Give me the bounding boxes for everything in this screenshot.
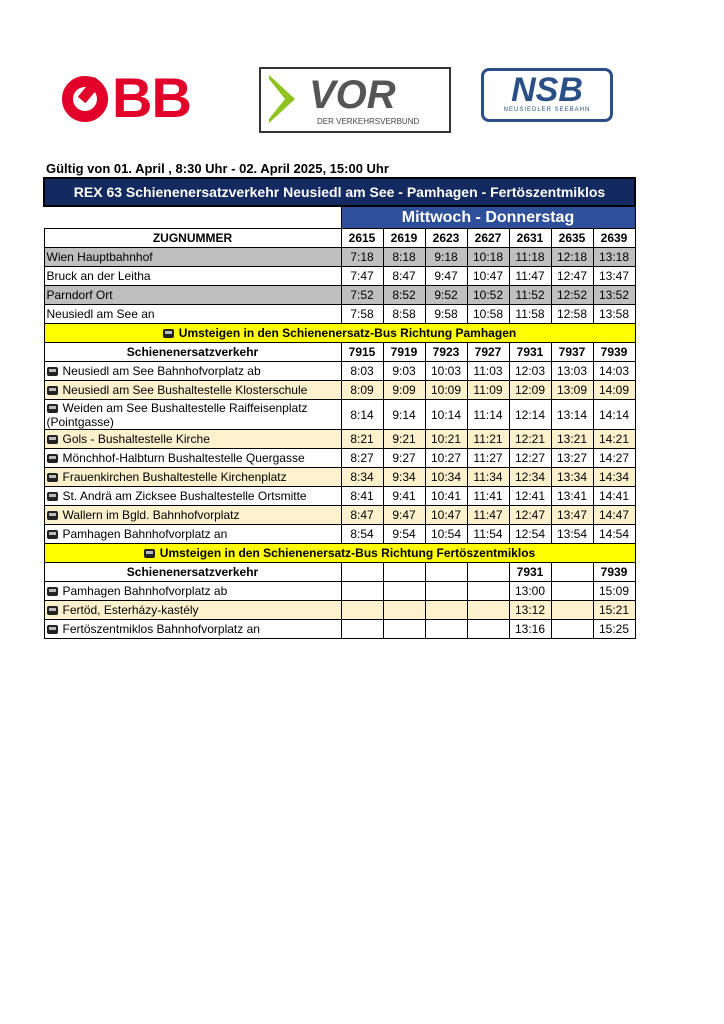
- departure-time: [425, 582, 467, 601]
- departure-time: 10:41: [425, 487, 467, 506]
- train-number: 7915: [341, 343, 383, 362]
- departure-time: 13:00: [509, 582, 551, 601]
- departure-time: 11:14: [467, 400, 509, 430]
- departure-time: 11:52: [509, 286, 551, 305]
- train-number: 7939: [593, 563, 635, 582]
- departure-time: [551, 582, 593, 601]
- table-row: [44, 620, 635, 639]
- stop-name: [44, 487, 341, 506]
- header-label: ZUGNUMMER: [44, 229, 341, 248]
- train-number: 7927: [467, 343, 509, 362]
- departure-time: 10:34: [425, 468, 467, 487]
- departure-time: 12:21: [509, 430, 551, 449]
- train-number: 7923: [425, 343, 467, 362]
- departure-time: 8:14: [341, 400, 383, 430]
- nsb-logo-subtitle: NEUSIEDLER SEEBAHN: [503, 107, 591, 113]
- stop-name: [44, 286, 341, 305]
- stop-label: Neusiedl am See Bushaltestelle Klosterschule: [62, 383, 308, 397]
- departure-time: 7:58: [341, 305, 383, 324]
- stop-name: [44, 267, 341, 286]
- departure-time: 8:58: [383, 305, 425, 324]
- departure-time: 14:03: [593, 362, 635, 381]
- departure-time: 13:16: [509, 620, 551, 639]
- departure-time: 11:27: [467, 449, 509, 468]
- departure-time: 7:18: [341, 248, 383, 267]
- train-number: 7919: [383, 343, 425, 362]
- table-row: [44, 487, 635, 506]
- departure-time: 13:09: [551, 381, 593, 400]
- departure-time: 9:27: [383, 449, 425, 468]
- departure-time: 13:18: [593, 248, 635, 267]
- train-number: 7937: [551, 343, 593, 362]
- bus-icon: [47, 587, 58, 596]
- departure-time: 11:09: [467, 381, 509, 400]
- obb-logo: BB: [62, 72, 224, 124]
- stop-label: Pamhagen Bahnhofvorplatz an: [62, 527, 228, 541]
- table-row: [44, 362, 635, 381]
- departure-time: 14:34: [593, 468, 635, 487]
- table-row: [44, 248, 635, 267]
- departure-time: 12:47: [551, 267, 593, 286]
- departure-time: 10:18: [467, 248, 509, 267]
- departure-time: 12:27: [509, 449, 551, 468]
- departure-time: 10:03: [425, 362, 467, 381]
- stop-name: [44, 381, 341, 400]
- vor-logo: [259, 67, 451, 133]
- train-number: 2635: [551, 229, 593, 248]
- departure-time: 13:47: [551, 506, 593, 525]
- table-row: [44, 430, 635, 449]
- transfer-row: [44, 324, 635, 343]
- departure-time: 13:58: [593, 305, 635, 324]
- departure-time: 12:58: [551, 305, 593, 324]
- bus-icon: [47, 435, 58, 444]
- nsb-logo: [481, 68, 613, 122]
- departure-time: 14:54: [593, 525, 635, 544]
- stop-name: [44, 525, 341, 544]
- bus-icon: [47, 625, 58, 634]
- bus-icon: [47, 492, 58, 501]
- departure-time: 11:58: [509, 305, 551, 324]
- train-number: 2615: [341, 229, 383, 248]
- train-number: 2619: [383, 229, 425, 248]
- departure-time: 13:34: [551, 468, 593, 487]
- departure-time: 12:18: [551, 248, 593, 267]
- departure-time: [341, 620, 383, 639]
- departure-time: [467, 601, 509, 620]
- stop-label: St. Andrä am Zicksee Bushaltestelle Ortsmitte: [62, 489, 307, 503]
- departure-time: 13:47: [593, 267, 635, 286]
- departure-time: 8:47: [383, 267, 425, 286]
- train-number: 2623: [425, 229, 467, 248]
- train-number: 2627: [467, 229, 509, 248]
- departure-time: 11:21: [467, 430, 509, 449]
- departure-time: [467, 582, 509, 601]
- stop-label: Gols - Bushaltestelle Kirche: [62, 432, 210, 446]
- stop-label: Fertöd, Esterházy-kastély: [62, 603, 199, 617]
- train-number: 2639: [593, 229, 635, 248]
- transfer-text: Umsteigen in den Schienenersatz-Bus Richtung Pamhagen: [178, 326, 517, 340]
- table-row: [44, 305, 635, 324]
- departure-time: 15:09: [593, 582, 635, 601]
- departure-time: 13:54: [551, 525, 593, 544]
- header-row: [44, 563, 635, 582]
- train-number: [383, 563, 425, 582]
- departure-time: [383, 601, 425, 620]
- departure-time: 13:27: [551, 449, 593, 468]
- bus-icon: [47, 606, 58, 615]
- departure-time: 11:34: [467, 468, 509, 487]
- departure-time: 15:25: [593, 620, 635, 639]
- departure-time: 13:21: [551, 430, 593, 449]
- departure-time: 8:41: [341, 487, 383, 506]
- departure-time: 10:47: [467, 267, 509, 286]
- stop-label: Bruck an der Leitha: [46, 269, 151, 283]
- table-row: [44, 468, 635, 487]
- stop-name: [44, 400, 341, 430]
- departure-time: 11:47: [467, 506, 509, 525]
- day-header-row: [44, 206, 635, 229]
- stop-label: Wallern im Bgld. Bahnhofvorplatz: [62, 508, 240, 522]
- table-row: [44, 400, 635, 430]
- stop-label: Weiden am See Bushaltestelle Raiffeisenplatz (Pointgasse): [46, 400, 308, 429]
- departure-time: 8:21: [341, 430, 383, 449]
- train-number: [467, 563, 509, 582]
- stop-name: [44, 362, 341, 381]
- stop-label: Neusiedl am See Bahnhofvorplatz ab: [62, 364, 261, 378]
- departure-time: 11:41: [467, 487, 509, 506]
- departure-time: [425, 620, 467, 639]
- departure-time: 12:52: [551, 286, 593, 305]
- departure-time: 12:47: [509, 506, 551, 525]
- departure-time: 14:21: [593, 430, 635, 449]
- stop-label: Pamhagen Bahnhofvorplatz ab: [62, 584, 228, 598]
- transfer-cell: [44, 324, 635, 343]
- validity-text: Gültig von 01. April , 8:30 Uhr - 02. April 2025, 15:00 Uhr: [46, 161, 389, 176]
- vor-logo-text: VOR: [309, 73, 396, 117]
- departure-time: 9:47: [425, 267, 467, 286]
- departure-time: 14:47: [593, 506, 635, 525]
- stop-label: Parndorf Ort: [46, 288, 113, 302]
- departure-time: 9:47: [383, 506, 425, 525]
- departure-time: 14:27: [593, 449, 635, 468]
- nsb-logo-text: NSB: [511, 71, 583, 109]
- stop-label: Frauenkirchen Bushaltestelle Kirchenplatz: [62, 470, 287, 484]
- bus-icon: [144, 549, 155, 558]
- departure-time: 10:54: [425, 525, 467, 544]
- train-number: 7939: [593, 343, 635, 362]
- departure-time: [341, 582, 383, 601]
- departure-time: 10:52: [467, 286, 509, 305]
- bus-icon: [47, 404, 58, 413]
- transfer-text: Umsteigen in den Schienenersatz-Bus Richtung Fertöszentmiklos: [159, 546, 536, 560]
- departure-time: 9:34: [383, 468, 425, 487]
- departure-time: 8:18: [383, 248, 425, 267]
- header-label: Schienenersatzverkehr: [44, 563, 341, 582]
- train-number: 7931: [509, 343, 551, 362]
- train-number: [551, 563, 593, 582]
- bus-icon: [47, 454, 58, 463]
- stop-name: [44, 582, 341, 601]
- departure-time: 13:52: [593, 286, 635, 305]
- departure-time: 13:41: [551, 487, 593, 506]
- departure-time: [341, 601, 383, 620]
- departure-time: [467, 620, 509, 639]
- train-number: [425, 563, 467, 582]
- transfer-cell: [44, 544, 635, 563]
- departure-time: 9:09: [383, 381, 425, 400]
- day-header: Mittwoch - Donnerstag: [341, 206, 635, 229]
- departure-time: [551, 620, 593, 639]
- departure-time: 13:12: [509, 601, 551, 620]
- departure-time: 9:54: [383, 525, 425, 544]
- bus-icon: [163, 329, 174, 338]
- departure-time: 9:18: [425, 248, 467, 267]
- departure-time: 10:21: [425, 430, 467, 449]
- transfer-row: [44, 544, 635, 563]
- departure-time: 10:58: [467, 305, 509, 324]
- stop-label: Fertöszentmiklos Bahnhofvorplatz an: [62, 622, 260, 636]
- departure-time: 12:34: [509, 468, 551, 487]
- table-row: [44, 601, 635, 620]
- header-row: [44, 229, 635, 248]
- departure-time: 7:47: [341, 267, 383, 286]
- departure-time: 12:41: [509, 487, 551, 506]
- stop-label: Wien Hauptbahnhof: [46, 250, 153, 264]
- timetable: [43, 177, 636, 639]
- departure-time: [383, 582, 425, 601]
- vor-logo-subtitle: DER VERKEHRSVERBUND: [317, 117, 420, 126]
- table-row: [44, 506, 635, 525]
- departure-time: 9:41: [383, 487, 425, 506]
- timetable-title: REX 63 Schienenersatzverkehr Neusiedl am See - Pamhagen - Fertöszentmiklos: [44, 178, 635, 206]
- departure-time: 8:47: [341, 506, 383, 525]
- departure-time: 10:14: [425, 400, 467, 430]
- train-number: 2631: [509, 229, 551, 248]
- departure-time: 9:21: [383, 430, 425, 449]
- stop-name: [44, 506, 341, 525]
- header-row: [44, 343, 635, 362]
- departure-time: 15:21: [593, 601, 635, 620]
- table-row: [44, 267, 635, 286]
- stop-name: [44, 449, 341, 468]
- departure-time: 9:14: [383, 400, 425, 430]
- departure-time: 12:03: [509, 362, 551, 381]
- departure-time: [425, 601, 467, 620]
- departure-time: 9:58: [425, 305, 467, 324]
- bus-icon: [47, 511, 58, 520]
- departure-time: 10:47: [425, 506, 467, 525]
- departure-time: 8:52: [383, 286, 425, 305]
- departure-time: 14:09: [593, 381, 635, 400]
- departure-time: 8:09: [341, 381, 383, 400]
- departure-time: [383, 620, 425, 639]
- table-row: [44, 381, 635, 400]
- stop-name: [44, 468, 341, 487]
- stop-name: [44, 601, 341, 620]
- departure-time: 11:47: [509, 267, 551, 286]
- departure-time: 12:09: [509, 381, 551, 400]
- departure-time: 7:52: [341, 286, 383, 305]
- departure-time: 14:41: [593, 487, 635, 506]
- departure-time: 13:03: [551, 362, 593, 381]
- departure-time: 11:18: [509, 248, 551, 267]
- stop-name: [44, 248, 341, 267]
- departure-time: 14:14: [593, 400, 635, 430]
- stop-name: [44, 430, 341, 449]
- departure-time: 10:09: [425, 381, 467, 400]
- table-row: [44, 449, 635, 468]
- departure-time: 8:03: [341, 362, 383, 381]
- stop-label: Mönchhof-Halbturn Bushaltestelle Quergasse: [62, 451, 305, 465]
- departure-time: 12:14: [509, 400, 551, 430]
- table-row: [44, 525, 635, 544]
- table-row: [44, 286, 635, 305]
- table-row: [44, 582, 635, 601]
- bus-icon: [47, 367, 58, 376]
- stop-name: [44, 620, 341, 639]
- timetable-title-row: [44, 178, 635, 206]
- stop-label: Neusiedl am See an: [46, 307, 155, 321]
- bus-icon: [47, 473, 58, 482]
- blank-cell: [44, 206, 341, 229]
- bus-icon: [47, 386, 58, 395]
- departure-time: 11:54: [467, 525, 509, 544]
- stop-name: [44, 305, 341, 324]
- train-number: 7931: [509, 563, 551, 582]
- departure-time: [551, 601, 593, 620]
- departure-time: 9:52: [425, 286, 467, 305]
- departure-time: 8:27: [341, 449, 383, 468]
- train-number: [341, 563, 383, 582]
- header-label: Schienenersatzverkehr: [44, 343, 341, 362]
- departure-time: 8:34: [341, 468, 383, 487]
- departure-time: 11:03: [467, 362, 509, 381]
- departure-time: 12:54: [509, 525, 551, 544]
- departure-time: 9:03: [383, 362, 425, 381]
- departure-time: 13:14: [551, 400, 593, 430]
- bus-icon: [47, 530, 58, 539]
- departure-time: 10:27: [425, 449, 467, 468]
- departure-time: 8:54: [341, 525, 383, 544]
